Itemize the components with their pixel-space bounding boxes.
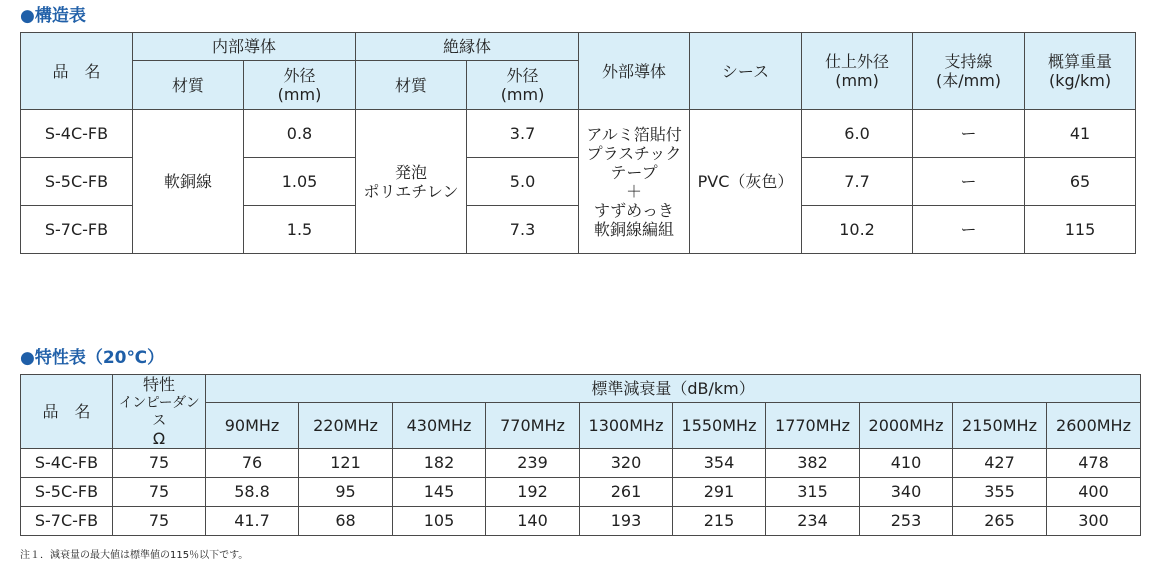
attenuation-value: 105 bbox=[393, 507, 486, 536]
frequency-header: 2150MHz bbox=[953, 403, 1047, 449]
inner-od-unit: (mm) bbox=[277, 85, 322, 104]
attenuation-value: 182 bbox=[393, 449, 486, 478]
frequency-header: 770MHz bbox=[486, 403, 580, 449]
attenuation-value: 261 bbox=[580, 478, 673, 507]
structure-header-outer-conductor: 外部導体 bbox=[579, 33, 690, 110]
impedance-label-1: 特性 bbox=[142, 374, 175, 394]
weight: 65 bbox=[1025, 158, 1136, 206]
finish-od: 10.2 bbox=[802, 206, 913, 254]
char-header-attenuation: 標準減衰量（dB/km） bbox=[206, 375, 1141, 403]
attenuation-value: 315 bbox=[766, 478, 860, 507]
support-wire: ー bbox=[913, 158, 1025, 206]
inner-material-header: 材質 bbox=[133, 61, 244, 110]
footnote: 注１．減衰量の最大値は標準値の115％以下です。 bbox=[20, 550, 249, 561]
attenuation-value: 95 bbox=[299, 478, 393, 507]
impedance-value: 75 bbox=[113, 478, 206, 507]
inner-od: 1.05 bbox=[244, 158, 356, 206]
frequency-header: 2600MHz bbox=[1047, 403, 1141, 449]
sheath-cell: PVC（灰色） bbox=[690, 110, 802, 254]
attenuation-value: 355 bbox=[953, 478, 1047, 507]
structure-table bbox=[20, 32, 1136, 254]
attenuation-value: 76 bbox=[206, 449, 299, 478]
attenuation-value: 121 bbox=[299, 449, 393, 478]
insulator-od-header bbox=[467, 61, 579, 110]
insulator-material-line: 発泡 bbox=[395, 162, 428, 182]
frequency-header: 1300MHz bbox=[580, 403, 673, 449]
attenuation-value: 427 bbox=[953, 449, 1047, 478]
frequency-header: 90MHz bbox=[206, 403, 299, 449]
attenuation-value: 354 bbox=[673, 449, 766, 478]
attenuation-value: 291 bbox=[673, 478, 766, 507]
insulator-od-unit: (mm) bbox=[500, 85, 545, 104]
product-name: S-4C-FB bbox=[21, 449, 113, 478]
product-name: S-5C-FB bbox=[21, 158, 133, 206]
attenuation-value: 140 bbox=[486, 507, 580, 536]
insulator-material-cell bbox=[356, 110, 467, 254]
frequency-header: 430MHz bbox=[393, 403, 486, 449]
product-name: S-7C-FB bbox=[21, 507, 113, 536]
outer-conductor-cell bbox=[579, 110, 690, 254]
char-header-product: 品 名 bbox=[21, 375, 113, 449]
char-header-impedance bbox=[113, 375, 206, 449]
impedance-label-2: インピーダンス bbox=[118, 394, 200, 429]
finish-od: 7.7 bbox=[802, 158, 913, 206]
insulator-material-header: 材質 bbox=[356, 61, 467, 110]
structure-header-weight bbox=[1025, 33, 1136, 110]
attenuation-value: 300 bbox=[1047, 507, 1141, 536]
structure-header-sheath: シース bbox=[690, 33, 802, 110]
support-wire: ー bbox=[913, 110, 1025, 158]
insulator-material-line: ポリエチレン bbox=[363, 181, 459, 201]
insulator-od: 3.7 bbox=[467, 110, 579, 158]
table-row bbox=[21, 110, 1136, 158]
finish-od-label: 仕上外径 bbox=[825, 52, 890, 71]
product-name: S-5C-FB bbox=[21, 478, 113, 507]
attenuation-value: 41.7 bbox=[206, 507, 299, 536]
attenuation-value: 400 bbox=[1047, 478, 1141, 507]
attenuation-value: 382 bbox=[766, 449, 860, 478]
attenuation-value: 410 bbox=[860, 449, 953, 478]
attenuation-value: 68 bbox=[299, 507, 393, 536]
attenuation-value: 193 bbox=[580, 507, 673, 536]
inner-od-label: 外径 bbox=[283, 66, 316, 85]
attenuation-value: 239 bbox=[486, 449, 580, 478]
attenuation-value: 234 bbox=[766, 507, 860, 536]
finish-od: 6.0 bbox=[802, 110, 913, 158]
support-wire-label: 支持線 bbox=[944, 52, 993, 71]
attenuation-value: 478 bbox=[1047, 449, 1141, 478]
attenuation-value: 320 bbox=[580, 449, 673, 478]
outer-conductor-line: プラスチック bbox=[586, 143, 682, 163]
support-wire-unit: (本/mm) bbox=[936, 71, 1002, 90]
insulator-od: 5.0 bbox=[467, 158, 579, 206]
structure-table-title: ●構造表 bbox=[20, 6, 86, 26]
attenuation-value: 145 bbox=[393, 478, 486, 507]
product-name: S-4C-FB bbox=[21, 110, 133, 158]
structure-header-finish-od bbox=[802, 33, 913, 110]
attenuation-value: 253 bbox=[860, 507, 953, 536]
outer-conductor-line: テープ bbox=[610, 162, 658, 182]
insulator-od: 7.3 bbox=[467, 206, 579, 254]
frequency-header: 1770MHz bbox=[766, 403, 860, 449]
structure-header-inner-conductor: 内部導体 bbox=[133, 33, 356, 61]
table-row bbox=[21, 478, 1141, 507]
weight-unit: (kg/km) bbox=[1048, 71, 1112, 90]
weight-label: 概算重量 bbox=[1048, 52, 1113, 71]
attenuation-value: 192 bbox=[486, 478, 580, 507]
frequency-header: 2000MHz bbox=[860, 403, 953, 449]
attenuation-value: 265 bbox=[953, 507, 1047, 536]
outer-conductor-line: アルミ箔貼付 bbox=[586, 124, 682, 144]
impedance-value: 75 bbox=[113, 507, 206, 536]
structure-header-support-wire bbox=[913, 33, 1025, 110]
outer-conductor-line: 軟銅線編組 bbox=[594, 219, 675, 239]
inner-material-cell: 軟銅線 bbox=[133, 110, 244, 254]
structure-header-product: 品 名 bbox=[21, 33, 133, 110]
inner-od: 1.5 bbox=[244, 206, 356, 254]
table-row bbox=[21, 507, 1141, 536]
attenuation-value: 215 bbox=[673, 507, 766, 536]
insulator-od-label: 外径 bbox=[506, 66, 539, 85]
attenuation-value: 340 bbox=[860, 478, 953, 507]
weight: 115 bbox=[1025, 206, 1136, 254]
frequency-header: 220MHz bbox=[299, 403, 393, 449]
inner-od: 0.8 bbox=[244, 110, 356, 158]
impedance-value: 75 bbox=[113, 449, 206, 478]
product-name: S-7C-FB bbox=[21, 206, 133, 254]
finish-od-unit: (mm) bbox=[835, 71, 879, 90]
outer-conductor-line: ＋ bbox=[626, 181, 643, 201]
outer-conductor-line: すずめっき bbox=[594, 200, 675, 220]
structure-header-insulator: 絶縁体 bbox=[356, 33, 579, 61]
characteristics-table-title: ●特性表（20℃） bbox=[20, 348, 165, 368]
weight: 41 bbox=[1025, 110, 1136, 158]
inner-od-header bbox=[244, 61, 356, 110]
support-wire: ー bbox=[913, 206, 1025, 254]
impedance-unit: Ω bbox=[152, 428, 166, 448]
table-row bbox=[21, 449, 1141, 478]
characteristics-table bbox=[20, 374, 1141, 536]
attenuation-value: 58.8 bbox=[206, 478, 299, 507]
frequency-header: 1550MHz bbox=[673, 403, 766, 449]
